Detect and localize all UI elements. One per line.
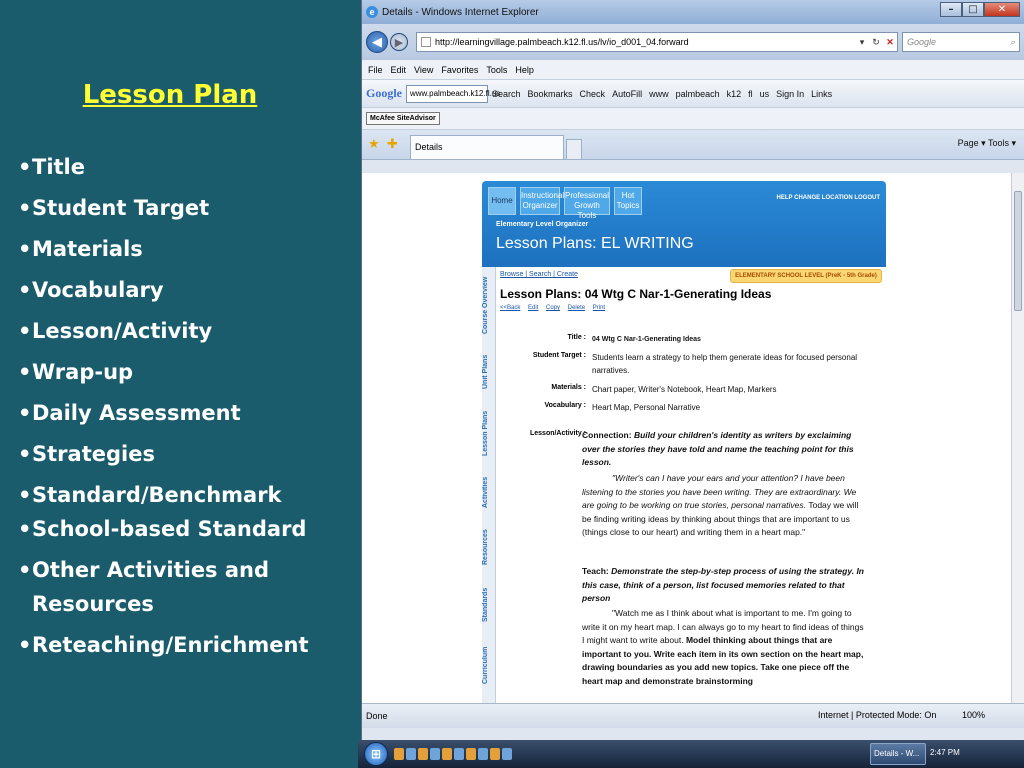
favorites-star-icon[interactable]: ★ bbox=[368, 137, 380, 152]
field-label: Vocabulary : bbox=[544, 402, 586, 409]
command-bar[interactable]: Page ▾ Tools ▾ bbox=[957, 138, 1016, 148]
field-value: Heart Map, Personal Narrative bbox=[592, 403, 701, 412]
bullet-item: • Student Target bbox=[18, 196, 210, 220]
field-value: Chart paper, Writer's Notebook, Heart Map, Markers bbox=[592, 385, 777, 394]
maximize-button[interactable]: □ bbox=[962, 2, 984, 17]
address-url[interactable]: http://learningvillage.palmbeach.k12.fl.us/lv/io_d001_04.forward bbox=[435, 37, 689, 47]
quick-launch-icon[interactable] bbox=[430, 748, 440, 760]
quick-launch-icon[interactable] bbox=[502, 748, 512, 760]
stop-icon[interactable]: ✕ bbox=[886, 36, 894, 47]
side-tab-resources[interactable]: Resources bbox=[482, 529, 489, 565]
quick-launch-icon[interactable] bbox=[466, 748, 476, 760]
teach-text: Demonstrate the step-by-step process of using the strategy. In this case, think of a person, list focused memories related to that person bbox=[582, 566, 865, 603]
quote2-text: "Watch me as I think about what is important to me. I'm going to write it on my heart map. I can always go to my heart to find ideas of things I might want to write about. bbox=[582, 608, 864, 645]
check-button[interactable]: Check bbox=[579, 88, 606, 99]
side-tab-lesson-plans[interactable]: Lesson Plans bbox=[482, 410, 489, 456]
status-bar bbox=[362, 703, 1024, 728]
quick-launch-icon[interactable] bbox=[478, 748, 488, 760]
field-label: Materials : bbox=[551, 384, 586, 391]
quote-paragraph-2 bbox=[582, 607, 864, 688]
system-clock: 2:47 PM bbox=[930, 748, 960, 757]
side-tab-course-overview[interactable]: Course Overview bbox=[482, 276, 489, 334]
field-label: Lesson/Activity : bbox=[529, 430, 586, 437]
tab-row bbox=[362, 130, 1024, 160]
bullet-item: • Wrap-up bbox=[18, 360, 134, 384]
toolbar-term-us[interactable]: us bbox=[759, 88, 770, 99]
status-text: Done bbox=[366, 711, 388, 721]
header-links[interactable]: HELP CHANGE LOCATION LOGOUT bbox=[776, 195, 880, 201]
quote-paragraph-1 bbox=[582, 472, 864, 540]
address-row bbox=[362, 24, 1024, 60]
quote1-cont: Today we will be finding writing ideas by thinking about things that are important to us (things close to our heart) and writing them in a heart map." bbox=[582, 500, 859, 537]
teach-paragraph bbox=[582, 565, 864, 606]
mcafee-siteadvisor-button[interactable]: McAfee SiteAdvisor bbox=[366, 112, 440, 125]
quote1-text: "Writer's can I have your ears and your attention? I have been listening to the stories you have been writing. They are extraordinary. We are going to be working on true stories, personal narratives. bbox=[582, 473, 857, 510]
side-tab-unit-plans[interactable]: Unit Plans bbox=[482, 354, 489, 390]
page-body bbox=[482, 267, 886, 703]
field-vocabulary bbox=[500, 401, 882, 414]
taskbar-item-details[interactable]: Details - W... bbox=[870, 743, 926, 765]
page-viewport bbox=[362, 173, 1012, 703]
back-button[interactable]: ◀ bbox=[366, 31, 388, 53]
org-label: Elementary Level Organizer bbox=[496, 221, 589, 228]
field-materials bbox=[500, 383, 882, 396]
browse-search-create-links[interactable]: Browse | Search | Create bbox=[500, 271, 578, 278]
slide-title: Lesson Plan bbox=[82, 80, 258, 110]
quick-launch-icon[interactable] bbox=[394, 748, 404, 760]
tab-instructional-organizer[interactable]: Instructional Organizer bbox=[520, 187, 560, 215]
field-label: Student Target : bbox=[532, 352, 586, 359]
taskbar bbox=[358, 740, 1024, 768]
field-title bbox=[500, 333, 882, 346]
print-link[interactable]: Print bbox=[592, 305, 606, 311]
dropdown-icon[interactable]: ▾ bbox=[859, 36, 865, 47]
tab-label: Details bbox=[415, 142, 443, 152]
window-controls bbox=[940, 2, 1020, 17]
google-search-input[interactable]: www.palmbeach.k12.fl.us bbox=[406, 85, 488, 103]
bookmarks-button[interactable]: Bookmarks bbox=[527, 88, 573, 99]
google-logo: Google bbox=[366, 86, 402, 100]
security-zone[interactable]: Internet | Protected Mode: On bbox=[818, 710, 937, 720]
lesson-page bbox=[482, 181, 886, 703]
page-icon bbox=[421, 37, 431, 47]
search-placeholder: Google bbox=[907, 37, 937, 47]
page-header bbox=[482, 181, 886, 273]
side-tab-curriculum[interactable]: Curriculum bbox=[482, 646, 489, 684]
toolbar-term-palmbeach[interactable]: palmbeach bbox=[675, 88, 720, 99]
field-value: 04 Wtg C Nar-1-Generating Ideas bbox=[592, 336, 701, 343]
plan-actions bbox=[500, 305, 611, 311]
bullet-item: • Reteaching/Enrichment bbox=[18, 633, 309, 657]
quote2-bold: Model thinking about things that are important to you. Write each item in its own section on the heart map, drawing boundaries as you add new topics. Take one piece off the heart map and demonstrate brainstorming bbox=[582, 635, 864, 686]
section-title: Lesson Plans: EL WRITING bbox=[496, 235, 694, 252]
quick-launch-icon[interactable] bbox=[442, 748, 452, 760]
menu-favorites[interactable]: Favorites bbox=[441, 64, 479, 75]
zoom-level[interactable]: 100% bbox=[962, 710, 986, 720]
tab-home[interactable]: Home bbox=[488, 187, 516, 215]
quick-launch-icon[interactable] bbox=[490, 748, 500, 760]
title-bar bbox=[362, 0, 1024, 24]
forward-button[interactable]: ▶ bbox=[390, 33, 408, 51]
browser-window bbox=[361, 0, 1024, 740]
menu-edit[interactable]: Edit bbox=[390, 64, 407, 75]
connection-paragraph bbox=[582, 429, 864, 470]
refresh-icon[interactable]: ↻ bbox=[872, 36, 880, 47]
window-title: Details - Windows Internet Explorer bbox=[382, 6, 539, 18]
search-input[interactable] bbox=[902, 32, 1020, 52]
mcafee-toolbar bbox=[362, 108, 1024, 130]
side-tabs bbox=[482, 267, 496, 703]
tab-professional-growth[interactable]: Professional Growth Tools bbox=[564, 187, 610, 215]
toolbar-term-k12[interactable]: k12 bbox=[726, 88, 742, 99]
edit-link[interactable]: Edit bbox=[528, 305, 539, 311]
menu-file[interactable]: File bbox=[368, 64, 383, 75]
toolbar-term-fl[interactable]: fl bbox=[748, 88, 753, 99]
side-tab-activities[interactable]: Activities bbox=[482, 476, 489, 508]
menu-view[interactable]: View bbox=[414, 64, 434, 75]
toolbar-term-www[interactable]: www bbox=[649, 88, 669, 99]
bullet-item: • Vocabulary bbox=[18, 278, 164, 302]
close-button[interactable]: ✕ bbox=[984, 2, 1020, 17]
menu-help[interactable]: Help bbox=[515, 64, 534, 75]
start-button[interactable]: ⊞ bbox=[364, 742, 388, 766]
bullet-item: • Daily Assessment bbox=[18, 401, 241, 425]
bullet-item: • Lesson/Activity bbox=[18, 319, 213, 343]
field-label: Title : bbox=[567, 334, 586, 341]
ie-logo-icon: e bbox=[366, 6, 378, 18]
google-toolbar bbox=[362, 80, 1024, 108]
quick-launch-icon[interactable] bbox=[418, 748, 428, 760]
side-tab-standards[interactable]: Standards bbox=[482, 587, 489, 623]
teach-label: Teach: bbox=[582, 566, 609, 576]
quick-launch bbox=[394, 748, 514, 760]
quick-launch-icon[interactable] bbox=[406, 748, 416, 760]
copy-link[interactable]: Copy bbox=[546, 305, 561, 311]
slide-panel bbox=[0, 0, 358, 768]
minimize-button[interactable]: – bbox=[940, 2, 962, 17]
bullet-item: • Other Activities and Resources bbox=[18, 558, 270, 616]
bullet-item: • Title bbox=[18, 155, 86, 179]
search-icon[interactable]: ⌕ bbox=[1009, 36, 1015, 47]
links-button[interactable]: Links bbox=[811, 88, 833, 99]
google-search-button[interactable]: Search bbox=[492, 88, 521, 99]
field-value: Students learn a strategy to help them generate ideas for focused personal narratives. bbox=[592, 353, 858, 375]
tab-hot-topics[interactable]: Hot Topics bbox=[614, 187, 642, 215]
add-favorites-icon[interactable]: ✚ bbox=[387, 137, 398, 152]
back-link[interactable]: <<Back bbox=[500, 305, 521, 311]
bullet-list bbox=[18, 150, 348, 669]
autofill-button[interactable]: AutoFill bbox=[612, 88, 643, 99]
bullet-item: • School-based Standard bbox=[18, 517, 307, 541]
quick-launch-icon[interactable] bbox=[454, 748, 464, 760]
connection-label: Connection: bbox=[582, 430, 632, 440]
address-bar[interactable] bbox=[416, 32, 898, 52]
plan-heading: Lesson Plans: 04 Wtg C Nar-1-Generating Ideas bbox=[500, 287, 772, 301]
scroll-thumb[interactable] bbox=[1014, 191, 1022, 311]
new-tab-button[interactable] bbox=[566, 139, 582, 159]
bullet-item: • Strategies bbox=[18, 442, 155, 466]
bullet-item: • Materials bbox=[18, 237, 143, 261]
menu-bar bbox=[362, 60, 1024, 80]
tab-details[interactable] bbox=[410, 135, 564, 159]
vertical-scrollbar[interactable] bbox=[1011, 173, 1024, 703]
field-student-target bbox=[500, 351, 882, 377]
sign-in-button[interactable]: Sign In bbox=[776, 88, 805, 99]
level-badge: ELEMENTARY SCHOOL LEVEL (PreK - 5th Grade) bbox=[730, 269, 882, 283]
delete-link[interactable]: Delete bbox=[567, 305, 586, 311]
menu-tools[interactable]: Tools bbox=[486, 64, 508, 75]
bullet-item: • Standard/Benchmark bbox=[18, 483, 282, 507]
connection-text: Build your children's identity as writers by exclaiming over the stories they have told and name the teaching point for this lesson. bbox=[582, 430, 854, 467]
